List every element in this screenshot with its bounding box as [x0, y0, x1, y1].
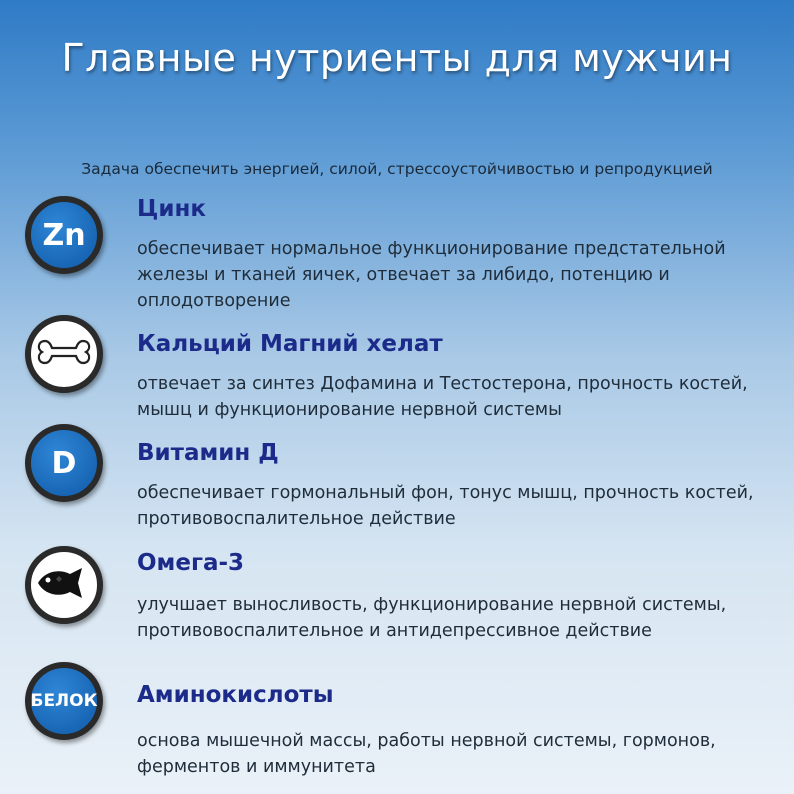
page-title: Главные нутриенты для мужчин: [61, 36, 733, 80]
nutrient-description: основа мышечной массы, работы нервной системы, гормонов, ферментов и иммунитета: [137, 731, 716, 777]
protein-badge: [25, 662, 103, 740]
nutrient-description: улучшает выносливость, функционирование нервной системы, противовоспалительное и антидепрессивное действие: [137, 595, 727, 641]
protein-label: БЕЛОК: [30, 691, 98, 711]
subtitle: Задача обеспечить энергией, силой, стрессоустойчивостью и репродукцией: [81, 160, 713, 178]
vitamin-d-badge: [25, 424, 103, 502]
fish-icon: [36, 566, 92, 604]
bone-icon: [35, 337, 93, 371]
vitamin-d-symbol: D: [51, 445, 77, 481]
fish-badge: [25, 546, 103, 624]
nutrient-name: Аминокислоты: [137, 682, 334, 708]
nutrient-name: Витамин Д: [137, 440, 279, 466]
nutrient-name: Цинк: [137, 196, 206, 222]
nutrient-description: обеспечивает нормальное функционирование предстательной железы и тканей яичек, отвечает за либидо, потенцию и оплодотворение: [137, 239, 726, 311]
nutrient-description: отвечает за синтез Дофамина и Тестостерона, прочность костей, мышц и функционирование нервной системы: [137, 374, 748, 420]
nutrient-name: Омега-3: [137, 550, 245, 576]
zinc-badge: [25, 196, 103, 274]
zinc-symbol: Zn: [42, 217, 86, 253]
bone-badge: [25, 315, 103, 393]
nutrient-name: Кальций Магний хелат: [137, 331, 443, 357]
nutrient-description: обеспечивает гормональный фон, тонус мышц, прочность костей, противовоспалительное действие: [137, 483, 754, 529]
